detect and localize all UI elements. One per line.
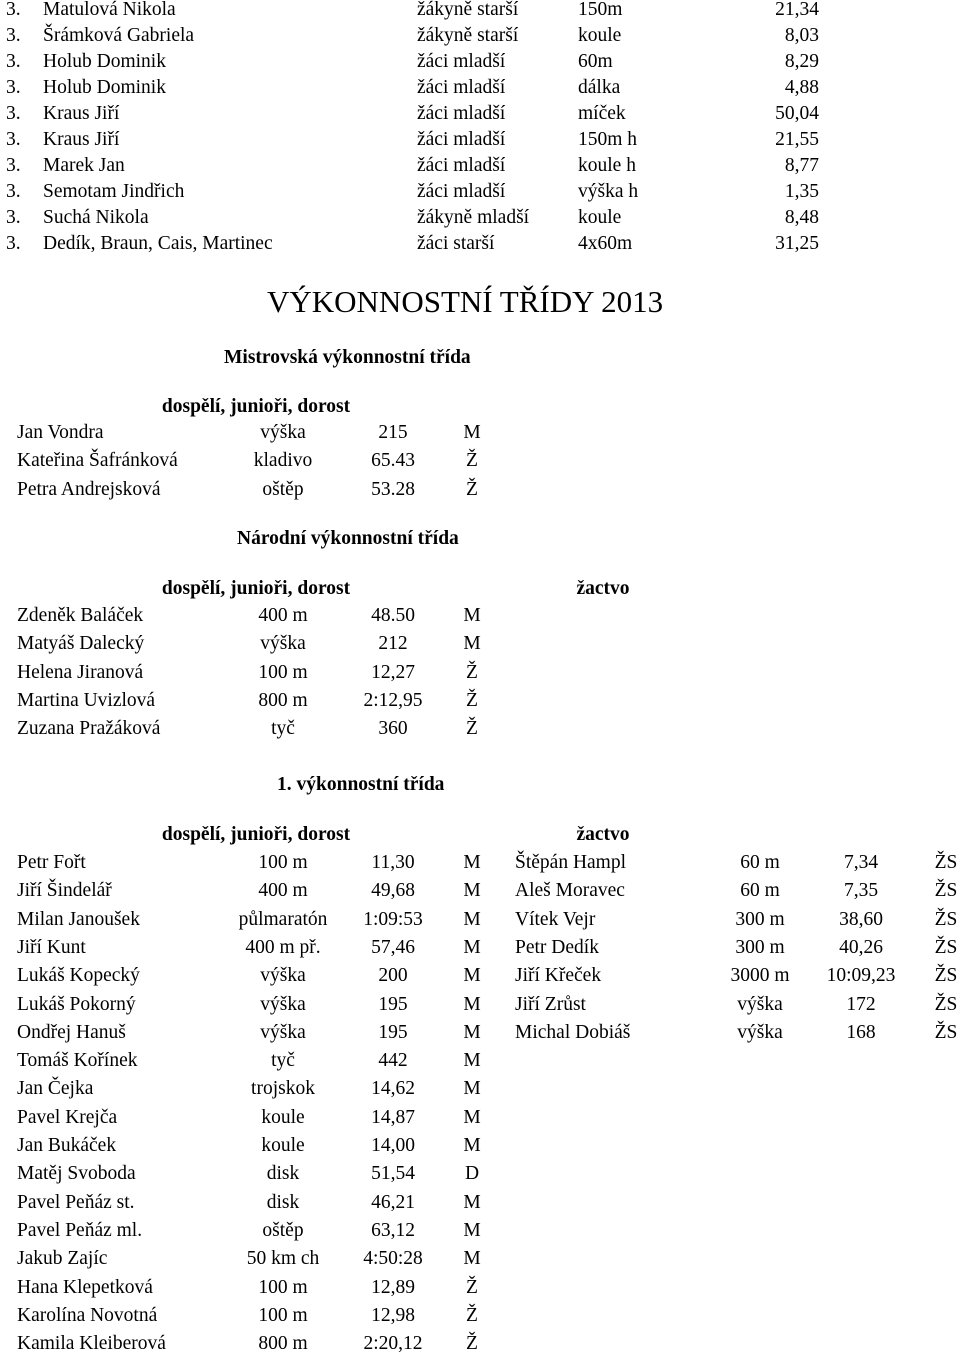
result-value: 8,48 xyxy=(784,207,819,228)
prvni-youth-category: ŽS xyxy=(934,880,958,902)
result-place: 3. xyxy=(6,77,21,98)
mistrovska-adults-header: dospělí, junioři, dorost xyxy=(161,396,351,417)
result-athlete-name: Holub Dominik xyxy=(43,77,166,98)
narodni-event: 800 m xyxy=(258,689,308,711)
prvni-youth-event: 300 m xyxy=(735,908,785,930)
prvni-youth-category: ŽS xyxy=(934,965,958,987)
prvni-category: M xyxy=(463,1050,481,1072)
result-event: míček xyxy=(578,103,626,124)
prvni-result: 14,87 xyxy=(371,1106,415,1128)
prvni-youth-category: ŽS xyxy=(934,936,958,958)
prvni-youth-result: 172 xyxy=(846,993,876,1015)
prvni-category: M xyxy=(463,936,481,958)
result-category: žáci mladší xyxy=(417,155,506,176)
result-event: dálka xyxy=(578,77,621,98)
prvni-athlete-name: Jan Bukáček xyxy=(17,1135,117,1156)
narodni-result: 2:12,95 xyxy=(363,689,423,711)
prvni-result: 12,98 xyxy=(371,1304,415,1326)
result-athlete-name: Holub Dominik xyxy=(43,51,166,72)
narodni-athlete-name: Helena Jiranová xyxy=(17,661,144,683)
result-athlete-name: Matulová Nikola xyxy=(43,0,176,20)
prvni-youth-athlete-name: Štěpán Hampl xyxy=(515,852,627,873)
prvni-category: M xyxy=(463,1106,481,1128)
prvni-youth-result: 7,35 xyxy=(843,880,879,902)
result-category: žáci mladší xyxy=(417,103,506,124)
result-category: žáci mladší xyxy=(417,51,506,72)
narodni-event: tyč xyxy=(271,718,295,740)
prvni-category: M xyxy=(463,1078,481,1100)
prvni-athlete-name: Jiří Kunt xyxy=(17,936,86,958)
result-event: koule xyxy=(578,25,622,46)
prvni-youth-athlete-name: Vítek Vejr xyxy=(515,908,596,930)
prvni-category: Ž xyxy=(466,1276,478,1298)
result-value: 31,25 xyxy=(775,233,819,254)
prvni-youth-event: výška xyxy=(737,993,783,1015)
narodni-section-title: Národní výkonnostní třída xyxy=(237,528,459,549)
prvni-athlete-name: Karolína Novotná xyxy=(17,1304,158,1326)
narodni-result: 212 xyxy=(378,633,408,655)
prvni-event: 50 km ch xyxy=(246,1248,320,1270)
result-event: koule xyxy=(578,207,622,228)
prvni-category: M xyxy=(463,908,481,930)
result-event: 150m h xyxy=(578,129,638,150)
narodni-athlete-name: Martina Uvizlová xyxy=(17,689,156,711)
prvni-athlete-name: Tomáš Kořínek xyxy=(17,1050,138,1072)
prvni-youth-event: 60 m xyxy=(740,852,780,873)
result-athlete-name: Semotam Jindřich xyxy=(43,181,185,202)
result-category: žáci starší xyxy=(417,233,495,254)
result-value: 8,03 xyxy=(784,25,819,46)
prvni-youth-category: ŽS xyxy=(934,993,958,1015)
prvni-youth-category: ŽS xyxy=(934,908,958,930)
prvni-category: M xyxy=(463,965,481,987)
narodni-result: 48.50 xyxy=(371,605,415,626)
prvni-category: M xyxy=(463,1021,481,1043)
result-place: 3. xyxy=(6,207,21,228)
result-category: žákyně starší xyxy=(417,25,519,46)
result-athlete-name: Šrámková Gabriela xyxy=(43,25,195,46)
prvni-athlete-name: Ondřej Hanuš xyxy=(17,1021,126,1043)
mistrovska-result: 65.43 xyxy=(371,450,415,472)
result-event: 150m xyxy=(578,0,623,20)
result-category: žáci mladší xyxy=(417,129,506,150)
result-place: 3. xyxy=(6,103,21,124)
result-place: 3. xyxy=(6,233,21,254)
mistrovska-event: výška xyxy=(260,422,306,443)
prvni-result: 12,89 xyxy=(371,1276,415,1298)
prvni-result: 4:50:28 xyxy=(363,1248,423,1270)
prvni-youth-header: žactvo xyxy=(576,824,630,845)
prvni-athlete-name: Petr Fořt xyxy=(17,852,86,873)
result-category: žáci mladší xyxy=(417,77,506,98)
result-value: 4,88 xyxy=(784,77,819,98)
prvni-youth-event: výška xyxy=(737,1021,783,1043)
prvni-event: disk xyxy=(266,1163,300,1185)
prvni-youth-athlete-name: Petr Dedík xyxy=(515,936,599,958)
main-title: VÝKONNOSTNÍ TŘÍDY 2013 xyxy=(267,284,664,319)
prvni-adults-header: dospělí, junioři, dorost xyxy=(161,824,351,845)
prvni-athlete-name: Pavel Peňáz st. xyxy=(17,1191,135,1213)
result-value: 8,29 xyxy=(784,51,819,72)
narodni-athlete-name: Zuzana Pražáková xyxy=(17,718,161,740)
prvni-youth-result: 168 xyxy=(846,1021,876,1043)
result-place: 3. xyxy=(6,155,21,176)
prvni-athlete-name: Pavel Peňáz ml. xyxy=(17,1219,143,1241)
prvni-result: 49,68 xyxy=(371,880,415,902)
narodni-category: M xyxy=(463,605,481,626)
narodni-result: 12,27 xyxy=(371,661,415,683)
prvni-event: 100 m xyxy=(258,1276,308,1298)
prvni-athlete-name: Hana Klepetková xyxy=(17,1276,153,1298)
prvni-youth-result: 40,26 xyxy=(839,936,883,958)
prvni-category: D xyxy=(464,1163,480,1185)
prvni-athlete-name: Milan Janoušek xyxy=(17,908,140,930)
prvni-category: M xyxy=(463,1219,481,1241)
prvni-section-title: 1. výkonnostní třída xyxy=(277,774,445,795)
prvni-youth-category: ŽS xyxy=(934,852,958,873)
narodni-athlete-name: Zdeněk Baláček xyxy=(17,605,144,626)
narodni-athlete-name: Matyáš Dalecký xyxy=(17,633,145,655)
prvni-event: výška xyxy=(260,993,306,1015)
prvni-category: Ž xyxy=(466,1333,478,1355)
mistrovska-event: kladivo xyxy=(253,450,313,472)
prvni-athlete-name: Lukáš Kopecký xyxy=(17,965,140,987)
prvni-event: 100 m xyxy=(258,1304,308,1326)
prvni-result: 57,46 xyxy=(371,936,415,958)
result-place: 3. xyxy=(6,0,21,20)
result-event: výška h xyxy=(578,181,639,202)
prvni-event: disk xyxy=(266,1191,300,1213)
prvni-athlete-name: Pavel Krejča xyxy=(17,1106,118,1128)
narodni-category: M xyxy=(463,633,481,655)
prvni-event: oštěp xyxy=(262,1219,304,1241)
prvni-category: Ž xyxy=(466,1304,478,1326)
result-athlete-name: Marek Jan xyxy=(43,155,125,176)
prvni-youth-result: 10:09,23 xyxy=(826,965,896,987)
prvni-youth-event: 3000 m xyxy=(730,965,790,987)
prvni-youth-event: 300 m xyxy=(735,936,785,958)
prvni-event: trojskok xyxy=(251,1078,315,1100)
narodni-event: výška xyxy=(260,633,306,655)
mistrovska-result: 215 xyxy=(378,422,408,443)
prvni-youth-athlete-name: Michal Dobiáš xyxy=(515,1021,631,1043)
prvni-youth-event: 60 m xyxy=(740,880,780,902)
prvni-event: koule xyxy=(261,1106,305,1128)
mistrovska-athlete-name: Jan Vondra xyxy=(17,422,104,443)
mistrovska-result: 53.28 xyxy=(371,478,415,500)
result-event: koule h xyxy=(578,155,636,176)
mistrovska-event: oštěp xyxy=(262,478,304,500)
mistrovska-athlete-name: Kateřina Šafránková xyxy=(17,450,178,472)
prvni-result: 200 xyxy=(378,965,408,987)
prvni-event: tyč xyxy=(271,1050,295,1072)
result-event: 60m xyxy=(578,51,613,72)
prvni-athlete-name: Matěj Svoboda xyxy=(17,1163,136,1185)
prvni-event: půlmaratón xyxy=(238,908,328,930)
mistrovska-section-title: Mistrovská výkonnostní třída xyxy=(224,347,471,368)
result-value: 21,34 xyxy=(775,0,819,20)
result-place: 3. xyxy=(6,181,21,202)
result-place: 3. xyxy=(6,129,21,150)
mistrovska-category: M xyxy=(463,422,481,443)
prvni-result: 195 xyxy=(378,1021,408,1043)
prvni-youth-result: 38,60 xyxy=(839,908,883,930)
prvni-result: 63,12 xyxy=(371,1219,415,1241)
prvni-event: 400 m př. xyxy=(245,936,321,958)
prvni-youth-athlete-name: Jiří Zrůst xyxy=(515,993,586,1015)
narodni-category: Ž xyxy=(466,661,478,683)
narodni-youth-header: žactvo xyxy=(576,578,630,599)
prvni-athlete-name: Jiří Šindelář xyxy=(17,880,112,902)
prvni-event: 100 m xyxy=(258,852,308,873)
result-value: 50,04 xyxy=(775,103,819,124)
result-place: 3. xyxy=(6,25,21,46)
result-athlete-name: Kraus Jiří xyxy=(43,129,120,150)
mistrovska-category: Ž xyxy=(466,450,478,472)
prvni-result: 46,21 xyxy=(371,1191,415,1213)
prvni-youth-result: 7,34 xyxy=(843,852,879,873)
result-athlete-name: Suchá Nikola xyxy=(43,207,149,228)
result-category: žákyně starší xyxy=(417,0,519,20)
narodni-event: 400 m xyxy=(258,605,308,626)
prvni-category: M xyxy=(463,1135,481,1156)
prvni-result: 2:20,12 xyxy=(363,1333,423,1355)
prvni-category: M xyxy=(463,880,481,902)
result-value: 21,55 xyxy=(775,129,819,150)
prvni-category: M xyxy=(463,993,481,1015)
narodni-category: Ž xyxy=(466,718,478,740)
prvni-result: 14,62 xyxy=(371,1078,415,1100)
prvni-category: M xyxy=(463,852,481,873)
prvni-event: 400 m xyxy=(258,880,308,902)
prvni-event: koule xyxy=(261,1135,305,1156)
result-athlete-name: Dedík, Braun, Cais, Martinec xyxy=(43,233,273,254)
prvni-youth-category: ŽS xyxy=(934,1021,958,1043)
narodni-adults-header: dospělí, junioři, dorost xyxy=(161,578,351,599)
result-athlete-name: Kraus Jiří xyxy=(43,103,120,124)
prvni-result: 51,54 xyxy=(371,1163,415,1185)
result-value: 1,35 xyxy=(784,181,819,202)
prvni-event: výška xyxy=(260,965,306,987)
prvni-result: 11,30 xyxy=(371,852,415,873)
prvni-athlete-name: Jakub Zajíc xyxy=(17,1248,108,1270)
prvni-result: 195 xyxy=(378,993,408,1015)
result-category: žáci mladší xyxy=(417,181,506,202)
prvni-athlete-name: Lukáš Pokorný xyxy=(17,993,136,1015)
prvni-athlete-name: Jan Čejka xyxy=(17,1078,94,1100)
prvni-event: 800 m xyxy=(258,1333,308,1355)
prvni-result: 442 xyxy=(378,1050,408,1072)
result-category: žákyně mladší xyxy=(417,207,530,228)
prvni-result: 1:09:53 xyxy=(363,908,423,930)
prvni-category: M xyxy=(463,1248,481,1270)
prvni-athlete-name: Kamila Kleiberová xyxy=(17,1333,166,1355)
prvni-result: 14,00 xyxy=(371,1135,415,1156)
prvni-category: M xyxy=(463,1191,481,1213)
prvni-event: výška xyxy=(260,1021,306,1043)
result-place: 3. xyxy=(6,51,21,72)
narodni-category: Ž xyxy=(466,689,478,711)
result-event: 4x60m xyxy=(578,233,633,254)
narodni-result: 360 xyxy=(378,718,408,740)
result-value: 8,77 xyxy=(784,155,819,176)
narodni-event: 100 m xyxy=(258,661,308,683)
mistrovska-category: Ž xyxy=(466,478,478,500)
mistrovska-athlete-name: Petra Andrejsková xyxy=(17,478,161,500)
prvni-youth-athlete-name: Jiří Křeček xyxy=(515,965,602,987)
prvni-youth-athlete-name: Aleš Moravec xyxy=(515,880,625,902)
